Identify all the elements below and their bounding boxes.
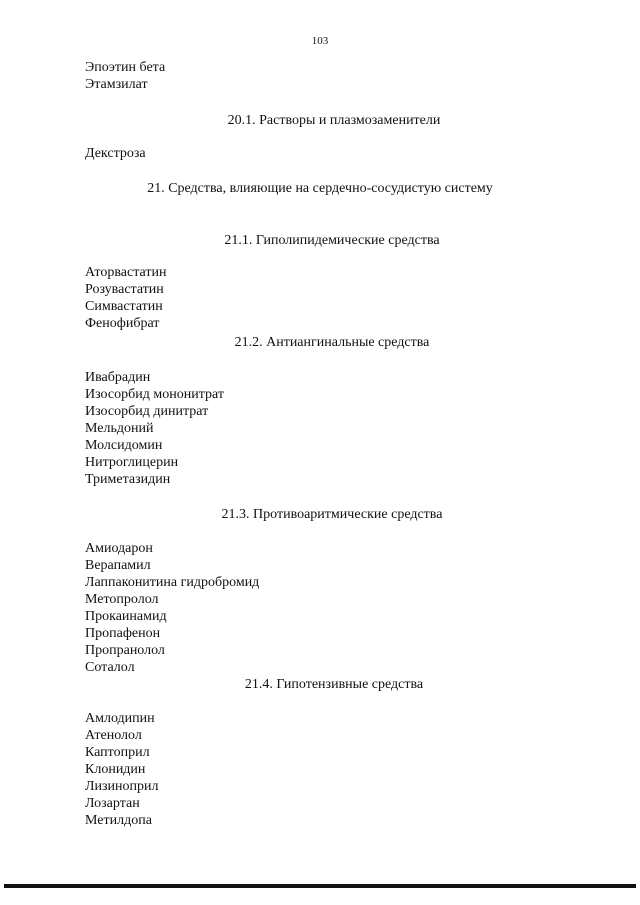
section-heading: 21. Средства, влияющие на сердечно-сосудистую систему bbox=[147, 181, 493, 196]
section-heading: 21.1. Гиполипидемические средства bbox=[224, 233, 440, 248]
drug-item: Лозартан bbox=[85, 796, 140, 811]
drug-item: Атенолол bbox=[85, 728, 142, 743]
drug-item: Верапамил bbox=[85, 558, 151, 573]
drug-item: Триметазидин bbox=[85, 472, 171, 487]
drug-item: Изосорбид мононитрат bbox=[85, 387, 224, 402]
drug-item: Каптоприл bbox=[85, 745, 150, 760]
drug-item: Соталол bbox=[85, 660, 135, 675]
drug-item: Розувастатин bbox=[85, 282, 164, 297]
drug-item: Прокаинамид bbox=[85, 609, 167, 624]
drug-item: Эпоэтин бета bbox=[85, 60, 166, 75]
drug-item: Амиодарон bbox=[85, 541, 153, 556]
section-heading: 21.2. Антиангинальные средства bbox=[234, 335, 430, 350]
drug-item: Лаппаконитина гидробромид bbox=[85, 575, 260, 590]
drug-item: Симвастатин bbox=[85, 299, 163, 314]
section-heading: 21.3. Противоаритмические средства bbox=[221, 507, 443, 522]
bottom-rule bbox=[4, 884, 636, 888]
drug-item: Пропранолол bbox=[85, 643, 165, 658]
drug-item: Клонидин bbox=[85, 762, 146, 777]
drug-item: Изосорбид динитрат bbox=[85, 404, 209, 419]
drug-item: Амлодипин bbox=[85, 711, 155, 726]
section-heading: 20.1. Растворы и плазмозаменители bbox=[227, 113, 441, 128]
drug-item: Лизиноприл bbox=[85, 779, 159, 794]
drug-item: Нитроглицерин bbox=[85, 455, 179, 470]
page-number: 103 bbox=[311, 35, 329, 47]
drug-item: Фенофибрат bbox=[85, 316, 160, 331]
drug-item: Аторвастатин bbox=[85, 265, 167, 280]
drug-item: Молсидомин bbox=[85, 438, 163, 453]
drug-item: Метопролол bbox=[85, 592, 159, 607]
section-heading: 21.4. Гипотензивные средства bbox=[244, 677, 424, 692]
drug-item: Мельдоний bbox=[85, 421, 154, 436]
drug-item: Декстроза bbox=[85, 146, 146, 161]
drug-item: Метилдопа bbox=[85, 813, 152, 828]
drug-item: Пропафенон bbox=[85, 626, 161, 641]
drug-item: Ивабрадин bbox=[85, 370, 151, 385]
drug-item: Этамзилат bbox=[85, 77, 148, 92]
